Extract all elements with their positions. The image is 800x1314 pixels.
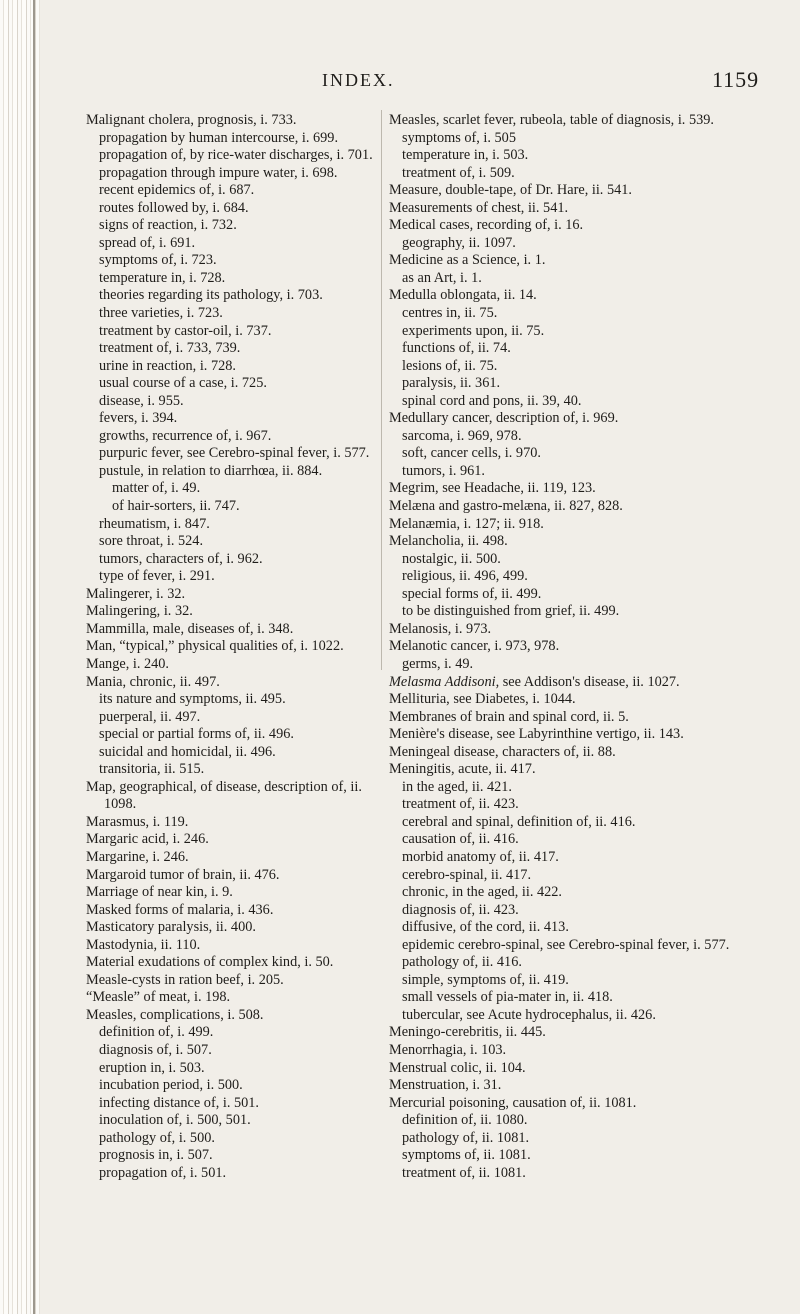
- index-entry: [389, 340, 764, 358]
- index-entry-text: temperature in, i. 728.: [99, 269, 226, 286]
- index-entry-text: pustule, in relation to diarrhœa, ii. 884.: [99, 462, 323, 479]
- index-entry-text: tumors, characters of, i. 962.: [99, 550, 263, 567]
- index-entry-text: special forms of, ii. 499.: [402, 585, 542, 602]
- index-entry-text: diffusive, of the cord, ii. 413.: [402, 919, 569, 936]
- running-title: INDEX.: [322, 70, 395, 90]
- index-entry: [86, 726, 376, 744]
- index-entry-text: Megrim, see Headache, ii. 119, 123.: [389, 480, 596, 497]
- index-entry: [86, 1042, 376, 1060]
- index-entry: [86, 779, 376, 814]
- index-entry-text: Malingerer, i. 32.: [86, 585, 186, 602]
- index-entry-text: paralysis, ii. 361.: [402, 375, 501, 392]
- index-entry-text: lesions of, ii. 75.: [402, 357, 498, 374]
- index-entry: [389, 182, 764, 200]
- index-entry-text: causation of, ii. 416.: [402, 831, 519, 848]
- index-entry-text: Masticatory paralysis, ii. 400.: [86, 919, 256, 936]
- index-entry: [389, 147, 764, 165]
- index-entry-text: symptoms of, i. 723.: [99, 252, 217, 269]
- index-entry-text: propagation by human intercourse, i. 699.: [99, 129, 339, 146]
- index-entry-text: Margaroid tumor of brain, ii. 476.: [86, 866, 280, 883]
- index-entry: [86, 445, 376, 463]
- index-entry: [389, 252, 764, 270]
- index-entry-text: propagation through impure water, i. 698.: [99, 164, 338, 181]
- index-entry: [86, 603, 376, 621]
- index-entry: [389, 621, 764, 639]
- index-entry-text: propagation of, by rice-water discharges, i. 701.: [99, 147, 373, 164]
- index-entry: [86, 1147, 376, 1165]
- index-entry: [389, 779, 764, 797]
- index-entry-text: treatment of, i. 509.: [402, 164, 515, 181]
- index-entry-text: Medical cases, recording of, i. 16.: [389, 217, 584, 234]
- index-entry-text: Margaric acid, i. 246.: [86, 831, 209, 848]
- index-entry-text: disease, i. 955.: [99, 392, 184, 409]
- index-entry: [86, 252, 376, 270]
- index-entry-text: Menstruation, i. 31.: [389, 1077, 502, 1094]
- index-entry: [86, 674, 376, 692]
- index-entry-text: Marriage of near kin, i. 9.: [86, 884, 233, 901]
- index-entry: [389, 1130, 764, 1148]
- index-entry: [389, 568, 764, 586]
- index-entry-text: Mania, chronic, ii. 497.: [86, 673, 220, 690]
- index-entry-text: Meningo-cerebritis, ii. 445.: [389, 1024, 546, 1041]
- index-entry: [86, 744, 376, 762]
- index-entry-text: special or partial forms of, ii. 496.: [99, 726, 294, 743]
- index-entry-text: fevers, i. 394.: [99, 410, 178, 427]
- index-entry-text: Masked forms of malaria, i. 436.: [86, 901, 274, 918]
- index-entry: [389, 1024, 764, 1042]
- index-entry: [86, 761, 376, 779]
- column-divider: [381, 110, 382, 670]
- index-entry-text: Measure, double-tape, of Dr. Hare, ii. 541.: [389, 182, 632, 199]
- index-entry-text: chronic, in the aged, ii. 422.: [402, 884, 563, 901]
- index-entry: [389, 1112, 764, 1130]
- index-entry-text: prognosis in, i. 507.: [99, 1147, 213, 1164]
- index-entry: [389, 796, 764, 814]
- index-entry-text: Menstrual colic, ii. 104.: [389, 1059, 526, 1076]
- index-entry-text: Measurements of chest, ii. 541.: [389, 199, 569, 216]
- index-entry-text: Medicine as a Science, i. 1.: [389, 252, 546, 269]
- index-entry-text: nostalgic, ii. 500.: [402, 550, 501, 567]
- index-entry: [86, 130, 376, 148]
- index-entry-text: Malignant cholera, prognosis, i. 733.: [86, 112, 297, 128]
- index-entry-text: treatment of, ii. 423.: [402, 796, 519, 813]
- index-entry-text: morbid anatomy of, ii. 417.: [402, 848, 559, 865]
- index-entry-text: to be distinguished from grief, ii. 499.: [402, 603, 620, 620]
- index-entry: [86, 954, 376, 972]
- index-entry-text: in the aged, ii. 421.: [402, 778, 512, 795]
- index-entry-text: recent epidemics of, i. 687.: [99, 182, 255, 199]
- index-entry: [389, 761, 764, 779]
- index-entry-text: spread of, i. 691.: [99, 234, 196, 251]
- index-entry: [389, 1042, 764, 1060]
- index-entry-text: Melanotic cancer, i. 973, 978.: [389, 638, 560, 655]
- index-entry: [389, 867, 764, 885]
- index-entry: [389, 235, 764, 253]
- index-entry: [86, 270, 376, 288]
- index-entry: [389, 200, 764, 218]
- index-entry-text: Measle-cysts in ration beef, i. 205.: [86, 971, 284, 988]
- index-entry: [389, 1147, 764, 1165]
- index-entry: [389, 709, 764, 727]
- index-entry-text: Mange, i. 240.: [86, 655, 169, 672]
- index-entry-text: as an Art, i. 1.: [402, 269, 482, 286]
- index-entry: [86, 691, 376, 709]
- index-entry: [86, 1024, 376, 1042]
- index-entry-text: matter of, i. 49.: [112, 480, 201, 497]
- index-entry-text: infecting distance of, i. 501.: [99, 1094, 260, 1111]
- index-entry-text: spinal cord and pons, ii. 39, 40.: [402, 392, 582, 409]
- index-entry: [389, 902, 764, 920]
- index-entry: [389, 989, 764, 1007]
- index-entry-text: temperature in, i. 503.: [402, 147, 529, 164]
- index-entry-text: treatment of, ii. 1081.: [402, 1164, 526, 1181]
- index-entry: [389, 1060, 764, 1078]
- index-entry-text: symptoms of, ii. 1081.: [402, 1147, 531, 1164]
- index-entry-text: urine in reaction, i. 728.: [99, 357, 236, 374]
- index-entry: [86, 972, 376, 990]
- index-entry-text: Marasmus, i. 119.: [86, 813, 189, 830]
- index-entry-text: diagnosis of, i. 507.: [99, 1041, 212, 1058]
- index-entry: [389, 884, 764, 902]
- index-entry: [86, 165, 376, 183]
- index-entry: [86, 480, 376, 498]
- index-entry: [389, 358, 764, 376]
- index-entry-text: growths, recurrence of, i. 967.: [99, 427, 272, 444]
- index-entry: [86, 235, 376, 253]
- index-entry-text: Medullary cancer, description of, i. 969.: [389, 410, 619, 427]
- index-entry-text: routes followed by, i. 684.: [99, 199, 249, 216]
- index-entry: [389, 691, 764, 709]
- index-entry-text: cerebral and spinal, definition of, ii. 416.: [402, 813, 636, 830]
- index-entry: [389, 165, 764, 183]
- index-entry-text: Melanosis, i. 973.: [389, 620, 492, 637]
- index-entry: [86, 463, 376, 481]
- index-entry-text: Melancholia, ii. 498.: [389, 533, 508, 550]
- index-entry: [86, 814, 376, 832]
- index-entry-text: of hair-sorters, ii. 747.: [112, 498, 240, 515]
- index-entry-text: inoculation of, i. 500, 501.: [99, 1112, 251, 1129]
- index-entry: [389, 814, 764, 832]
- index-entry: [389, 445, 764, 463]
- index-entry: [389, 726, 764, 744]
- index-entry: [389, 1077, 764, 1095]
- index-entry-text: propagation of, i. 501.: [99, 1164, 227, 1181]
- index-column-left: [86, 112, 376, 1182]
- index-entry: [86, 217, 376, 235]
- page-header: [0, 67, 800, 100]
- index-entry-text: functions of, ii. 74.: [402, 340, 511, 357]
- index-entry-text: eruption in, i. 503.: [99, 1059, 205, 1076]
- index-entry-text: Measles, scarlet fever, rubeola, table of diagnosis, i. 539.: [389, 112, 714, 128]
- index-entry: [389, 410, 764, 428]
- index-entry-text: rheumatism, i. 847.: [99, 515, 210, 532]
- index-entry: [389, 831, 764, 849]
- index-entry-text: Menière's disease, see Labyrinthine vertigo, ii. 143.: [389, 726, 684, 743]
- index-entry: [86, 709, 376, 727]
- index-entry-text: epidemic cerebro-spinal, see Cerebro-spinal fever, i. 577.: [402, 936, 730, 953]
- binding-line: [33, 0, 35, 1314]
- index-entry: [389, 305, 764, 323]
- index-entry: [389, 744, 764, 762]
- index-entry-text: experiments upon, ii. 75.: [402, 322, 545, 339]
- index-entry-text: Menorrhagia, i. 103.: [389, 1041, 507, 1058]
- index-entry: [389, 217, 764, 235]
- index-entry: [389, 270, 764, 288]
- index-entry-text: Meningeal disease, characters of, ii. 88.: [389, 743, 616, 760]
- index-entry: [86, 516, 376, 534]
- index-entry-text: cerebro-spinal, ii. 417.: [402, 866, 532, 883]
- index-entry: [389, 393, 764, 411]
- index-entry: [86, 831, 376, 849]
- index-entry-text: Medulla oblongata, ii. 14.: [389, 287, 537, 304]
- index-entry: [86, 147, 376, 165]
- index-entry: [86, 410, 376, 428]
- index-entry-text: soft, cancer cells, i. 970.: [402, 445, 541, 462]
- index-entry-text: theories regarding its pathology, i. 703.: [99, 287, 323, 304]
- index-entry-text: treatment of, i. 733, 739.: [99, 340, 241, 357]
- index-entry: [389, 1095, 764, 1113]
- index-entry: [86, 937, 376, 955]
- index-entry: [389, 498, 764, 516]
- index-entry-text: definition of, ii. 1080.: [402, 1112, 528, 1129]
- index-entry-text: purpuric fever, see Cerebro-spinal fever, i. 577.: [99, 445, 370, 462]
- index-entry: [86, 884, 376, 902]
- index-entry: [389, 586, 764, 604]
- index-entry-text: pathology of, ii. 1081.: [402, 1129, 530, 1146]
- index-entry-text: signs of reaction, i. 732.: [99, 217, 237, 234]
- index-entry-text: sore throat, i. 524.: [99, 533, 204, 550]
- index-column-right: [389, 112, 764, 1182]
- index-entry-text: Mammilla, male, diseases of, i. 348.: [86, 620, 294, 637]
- index-entry: [86, 1165, 376, 1183]
- index-entry: [86, 498, 376, 516]
- index-entry: [86, 551, 376, 569]
- index-entry: [86, 393, 376, 411]
- index-entry: [389, 972, 764, 990]
- index-entry: [389, 551, 764, 569]
- index-entry-text: symptoms of, i. 505: [402, 129, 516, 146]
- index-entry: [389, 375, 764, 393]
- index-entry-text: Meningitis, acute, ii. 417.: [389, 761, 536, 778]
- index-entry-text: religious, ii. 496, 499.: [402, 568, 528, 585]
- index-entry: [389, 674, 764, 692]
- index-entry: [389, 638, 764, 656]
- index-entry: [86, 182, 376, 200]
- index-entry: [86, 656, 376, 674]
- index-entry-text: pathology of, ii. 416.: [402, 954, 522, 971]
- index-entry: [389, 849, 764, 867]
- index-entry: [389, 287, 764, 305]
- index-entry: [389, 480, 764, 498]
- index-entry: [389, 954, 764, 972]
- index-entry-text: Malingering, i. 32.: [86, 603, 193, 620]
- index-entry: [86, 533, 376, 551]
- index-entry-text: treatment by castor-oil, i. 737.: [99, 322, 272, 339]
- index-entry: [389, 463, 764, 481]
- index-entry: [86, 919, 376, 937]
- index-entry: [389, 428, 764, 446]
- index-entry: [86, 112, 376, 130]
- index-entry: [86, 428, 376, 446]
- page-number: 1159: [712, 67, 760, 92]
- index-entry: [86, 200, 376, 218]
- index-entry: [389, 516, 764, 534]
- index-entry: [389, 919, 764, 937]
- index-entry: [389, 112, 764, 130]
- index-entry-text: diagnosis of, ii. 423.: [402, 901, 519, 918]
- index-entry-text: incubation period, i. 500.: [99, 1077, 243, 1094]
- index-entry-text: usual course of a case, i. 725.: [99, 375, 267, 392]
- index-entry-text: centres in, ii. 75.: [402, 305, 498, 322]
- index-entry-text: Man, “typical,” physical qualities of, i. 1022.: [86, 638, 344, 655]
- index-entry: [86, 1130, 376, 1148]
- index-entry-text: Margarine, i. 246.: [86, 848, 189, 865]
- index-entry: [86, 586, 376, 604]
- index-entry: [86, 568, 376, 586]
- index-entry: [86, 323, 376, 341]
- index-entry-text: see Addison's disease, ii. 1027.: [499, 673, 680, 690]
- index-entry: [86, 287, 376, 305]
- index-entry-italic: Melasma Addisoni,: [389, 673, 500, 690]
- index-entry-text: Mastodynia, ii. 110.: [86, 936, 201, 953]
- index-entry-text: puerperal, ii. 497.: [99, 708, 201, 725]
- index-entry-text: its nature and symptoms, ii. 495.: [99, 691, 286, 708]
- index-entry: [86, 1060, 376, 1078]
- index-entry-text: three varieties, i. 723.: [99, 305, 223, 322]
- index-entry-text: tubercular, see Acute hydrocephalus, ii. 426.: [402, 1006, 656, 1023]
- index-entry: [86, 867, 376, 885]
- index-entry: [86, 1007, 376, 1025]
- index-entry: [389, 533, 764, 551]
- index-entry-text: Mercurial poisoning, causation of, ii. 1081.: [389, 1094, 637, 1111]
- index-entry: [86, 305, 376, 323]
- index-entry: [86, 621, 376, 639]
- index-entry: [86, 1095, 376, 1113]
- index-entry: [86, 849, 376, 867]
- index-entry: [389, 1165, 764, 1183]
- index-entry-text: Mellituria, see Diabetes, i. 1044.: [389, 691, 576, 708]
- index-entry-text: Measles, complications, i. 508.: [86, 1006, 264, 1023]
- index-entry: [86, 989, 376, 1007]
- index-entry: [86, 375, 376, 393]
- index-entry: [86, 358, 376, 376]
- index-entry: [389, 656, 764, 674]
- index-entry-text: germs, i. 49.: [402, 655, 474, 672]
- index-entry-text: suicidal and homicidal, ii. 496.: [99, 743, 276, 760]
- index-entry: [389, 937, 764, 955]
- index-entry: [86, 902, 376, 920]
- index-entry-text: pathology of, i. 500.: [99, 1129, 215, 1146]
- index-entry: [86, 638, 376, 656]
- index-entry: [389, 603, 764, 621]
- index-entry: [86, 340, 376, 358]
- index-entry: [86, 1112, 376, 1130]
- index-entry: [389, 130, 764, 148]
- index-entry: [86, 1077, 376, 1095]
- index-entry-text: Material exudations of complex kind, i. 50.: [86, 954, 334, 971]
- index-entry-text: sarcoma, i. 969, 978.: [402, 427, 522, 444]
- index-entry-text: geography, ii. 1097.: [402, 234, 516, 251]
- index-entry-text: Membranes of brain and spinal cord, ii. 5.: [389, 708, 629, 725]
- index-entry-text: tumors, i. 961.: [402, 462, 486, 479]
- index-entry-text: “Measle” of meat, i. 198.: [86, 989, 231, 1006]
- index-entry-text: type of fever, i. 291.: [99, 568, 215, 585]
- index-entry-text: Melanæmia, i. 127; ii. 918.: [389, 515, 544, 532]
- index-entry-text: Map, geographical, of disease, description of, ii. 1098.: [86, 778, 362, 813]
- index-entry-text: transitoria, ii. 515.: [99, 761, 205, 778]
- index-entry: [389, 1007, 764, 1025]
- index-entry-text: small vessels of pia-mater in, ii. 418.: [402, 989, 613, 1006]
- index-entry: [389, 323, 764, 341]
- index-entry-text: simple, symptoms of, ii. 419.: [402, 971, 569, 988]
- index-entry-text: Melæna and gastro-melæna, ii. 827, 828.: [389, 498, 623, 515]
- index-entry-text: definition of, i. 499.: [99, 1024, 214, 1041]
